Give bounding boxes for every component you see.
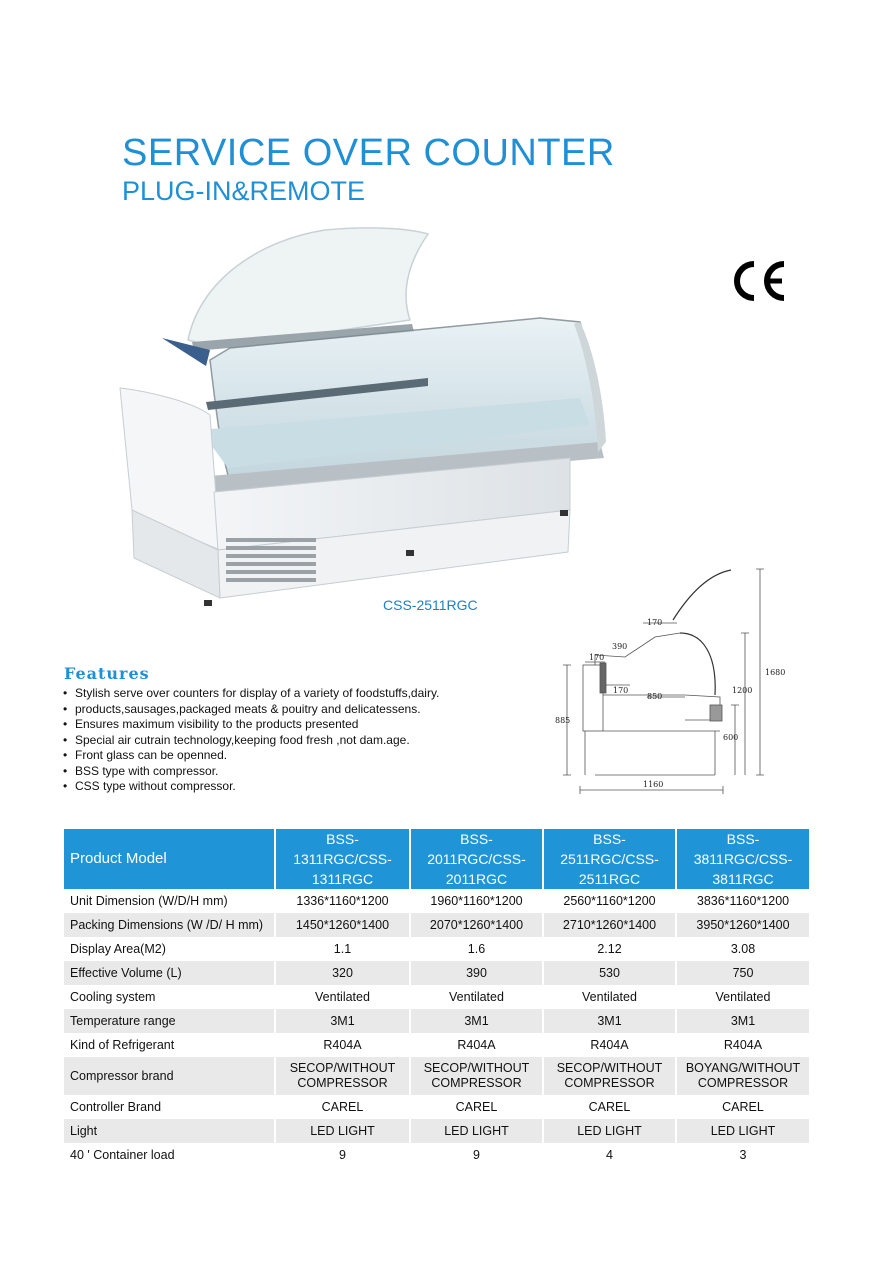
dim-label: 1680 — [765, 668, 786, 677]
table-row: Controller Brand CAREL CAREL CAREL CAREL — [64, 1095, 809, 1119]
table-row: Display Area(M2) 1.1 1.6 2.12 3.08 — [64, 937, 809, 961]
feature-item: • CSS type without compressor. — [62, 779, 532, 795]
dim-label: 170 — [613, 686, 629, 695]
feature-item: • Front glass can be openned. — [62, 748, 532, 764]
page-title: SERVICE OVER COUNTER — [122, 132, 615, 174]
feature-item: • Ensures maximum visibility to the products presented — [62, 717, 532, 733]
feature-item: • Special air cutrain technology,keeping food fresh ,not dam.age. — [62, 733, 532, 749]
product-model-caption: CSS-2511RGC — [383, 597, 478, 613]
feature-item: • Stylish serve over counters for display of a variety of foodstuffs,dairy. — [62, 686, 532, 702]
header-model: BSS-2511RGC/CSS-2511RGC — [543, 829, 676, 889]
table-header-row — [64, 829, 809, 889]
header-product-model: Product Model — [64, 829, 275, 889]
table-row: Compressor brand SECOP/WITHOUT COMPRESSOR SECOP/WITHOUT COMPRESSOR SECOP/WITHOUT COMPRESSOR BOYANG/WITHOUT COMPRESSOR — [64, 1057, 809, 1095]
header-model: BSS-3811RGC/CSS-3811RGC — [676, 829, 809, 889]
header-model: BSS-1311RGC/CSS-1311RGC — [275, 829, 410, 889]
table-row: Packing Dimensions (W /D/ H mm) 1450*1260*1400 2070*1260*1400 2710*1260*1400 3950*1260*1400 — [64, 913, 809, 937]
dim-label: 850 — [647, 692, 663, 701]
dim-label: 600 — [723, 733, 739, 742]
dim-label: 170 — [589, 653, 605, 662]
table-row: Temperature range 3M1 3M1 3M1 3M1 — [64, 1009, 809, 1033]
spec-table — [64, 829, 809, 1167]
features-list — [62, 686, 532, 795]
dim-label: 1160 — [643, 780, 664, 789]
dimension-drawing — [555, 565, 795, 800]
ce-certification-icon — [728, 258, 788, 304]
table-row: Effective Volume (L) 320 390 530 750 — [64, 961, 809, 985]
table-row: Cooling system Ventilated Ventilated Ventilated Ventilated — [64, 985, 809, 1009]
dim-label: 170 — [647, 618, 663, 627]
dim-label: 390 — [612, 642, 628, 651]
page-subtitle: PLUG-IN&REMOTE — [122, 176, 366, 206]
dim-label: 885 — [555, 716, 571, 725]
header-model: BSS-2011RGC/CSS-2011RGC — [410, 829, 543, 889]
table-row: Kind of Refrigerant R404A R404A R404A R404A — [64, 1033, 809, 1057]
feature-item: • products,sausages,packaged meats & pouitry and delicatessens. — [62, 702, 532, 718]
table-row: Light LED LIGHT LED LIGHT LED LIGHT LED LIGHT — [64, 1119, 809, 1143]
features-heading: Features — [64, 664, 150, 683]
feature-item: • BSS type with compressor. — [62, 764, 532, 780]
table-row: 40 ' Container load 9 9 4 3 — [64, 1143, 809, 1167]
dim-label: 1200 — [732, 686, 753, 695]
product-photo — [110, 220, 620, 620]
table-row: Unit Dimension (W/D/H mm) 1336*1160*1200 1960*1160*1200 2560*1160*1200 3836*1160*1200 — [64, 889, 809, 913]
